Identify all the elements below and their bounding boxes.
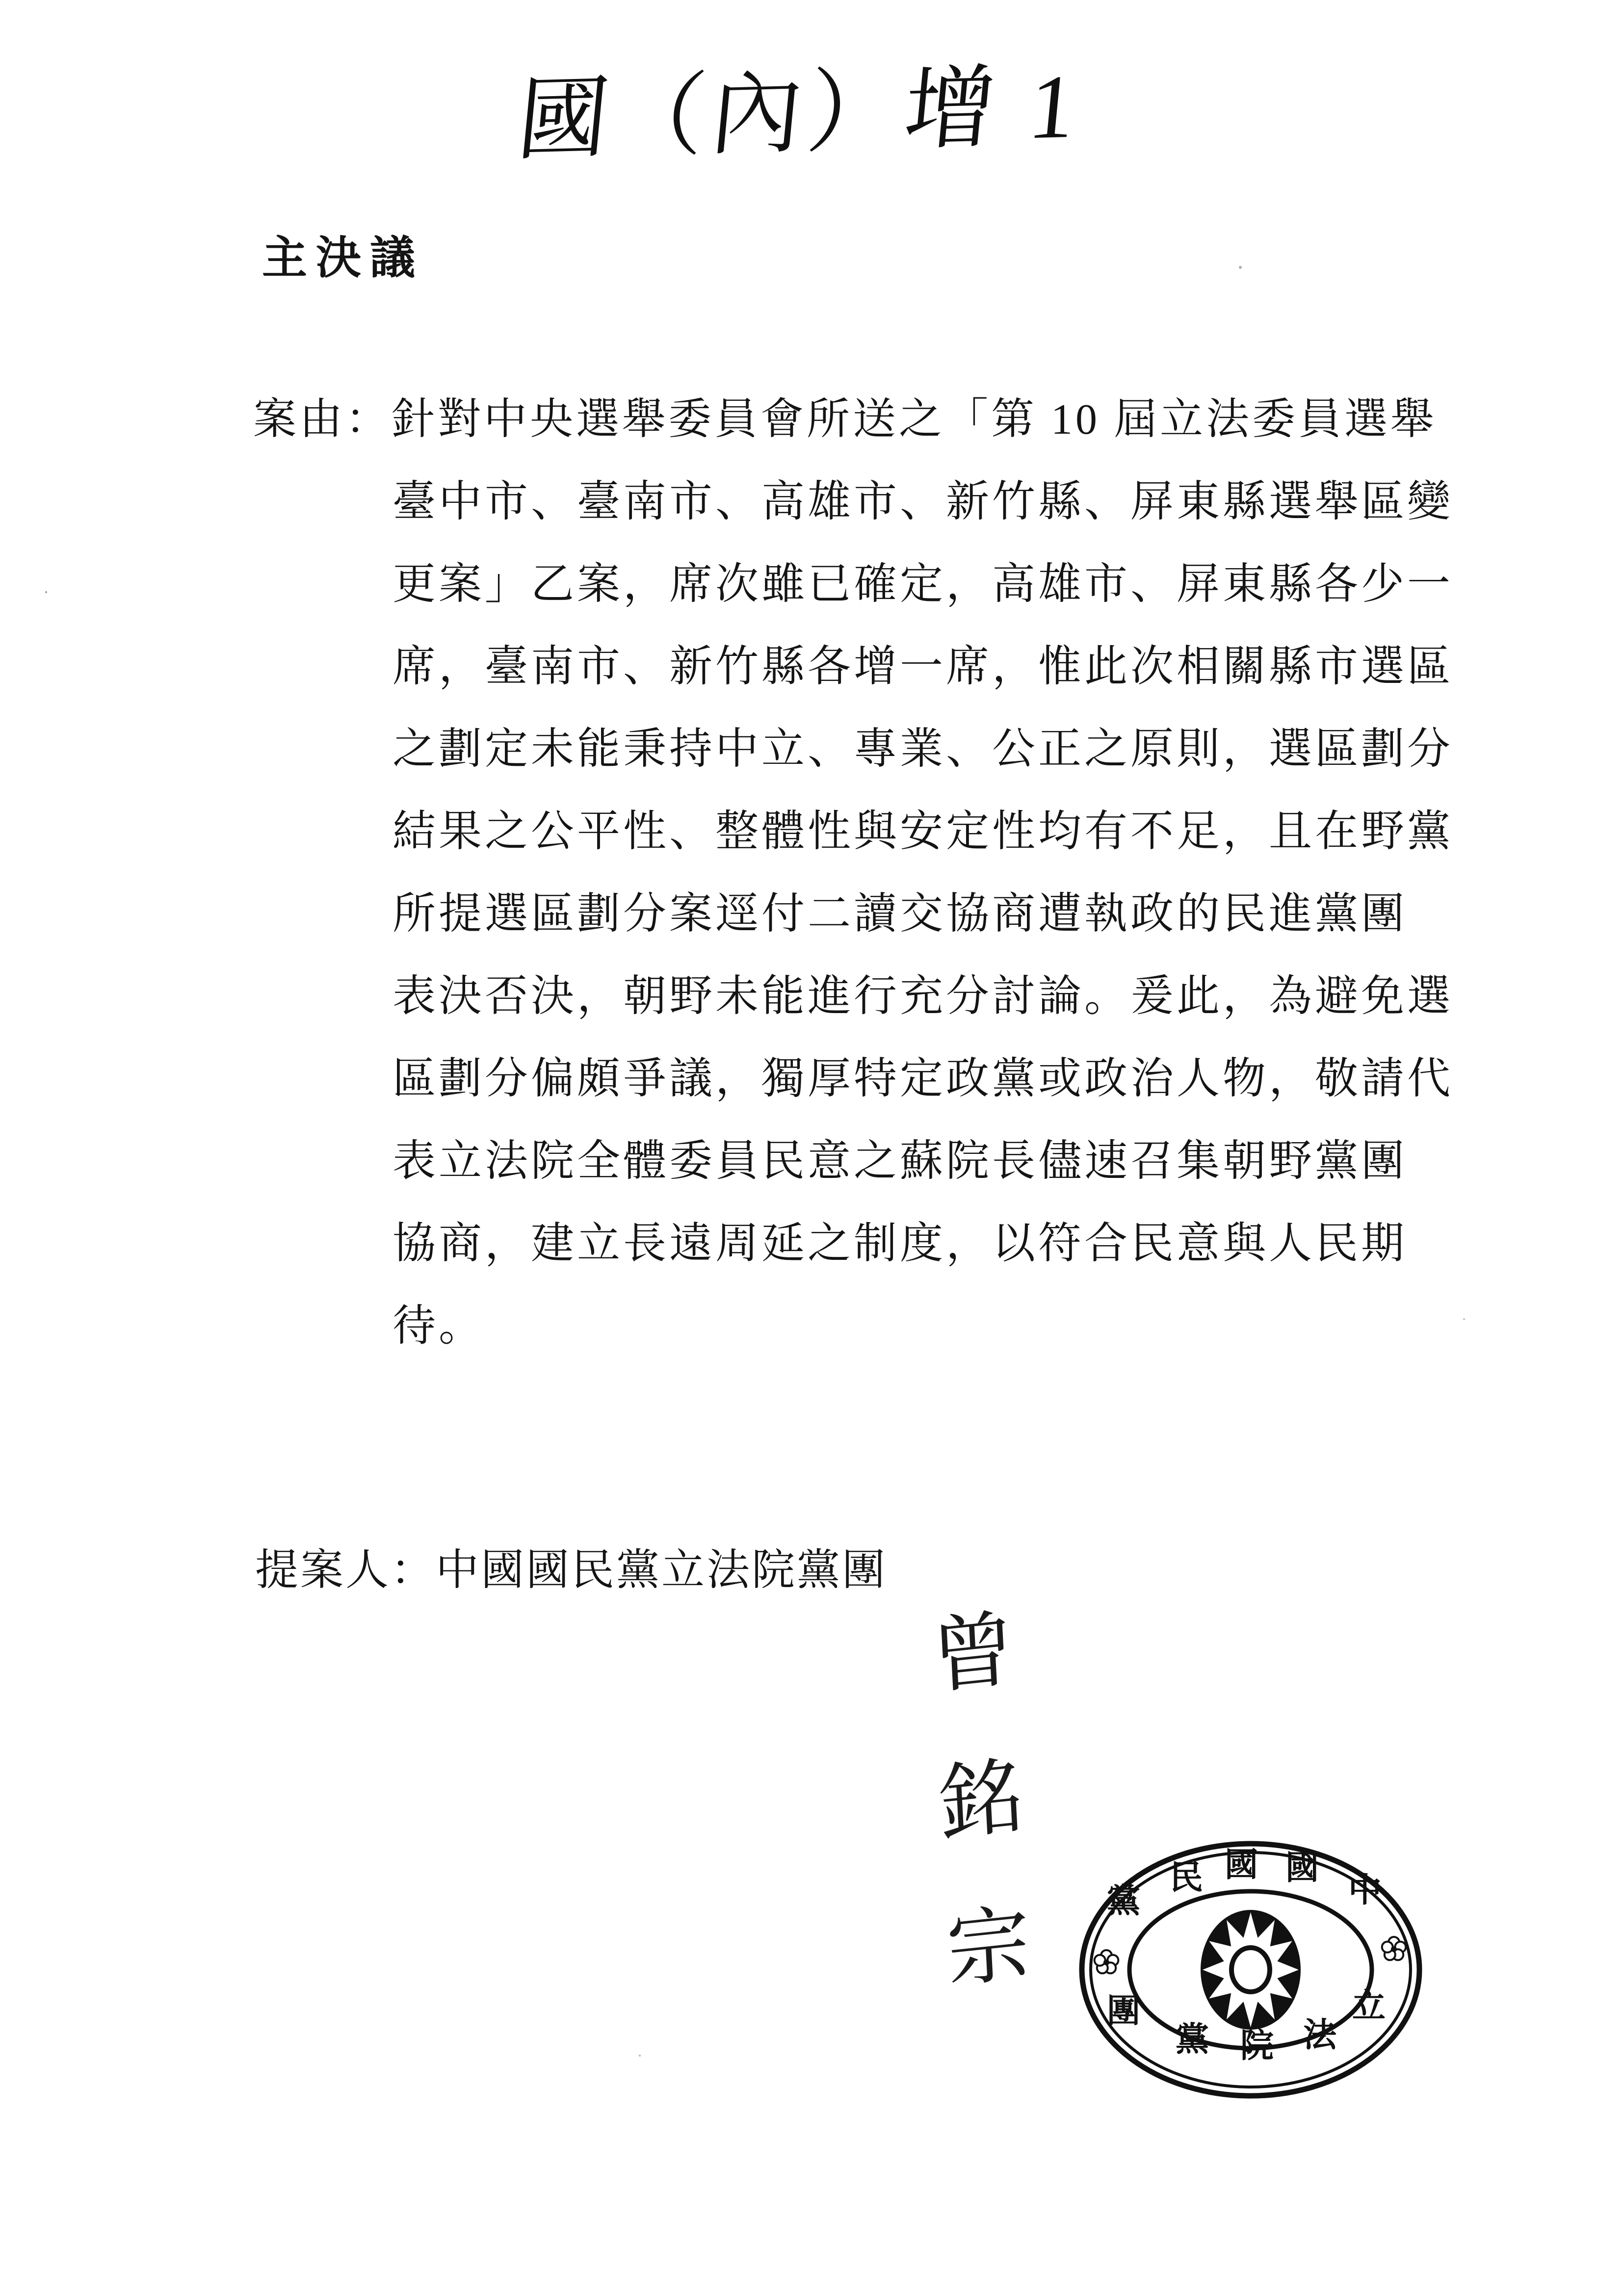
case-line: 案由：針對中央選舉委員會所送之「第 10 屆立法委員選舉 xyxy=(253,396,1437,444)
case-line: 結果之公平性、整體性與安定性均有不足，且在野黨 xyxy=(393,808,1454,856)
plum-blossom-icon-left xyxy=(1095,1950,1119,1973)
seal-char: 國 xyxy=(1285,1849,1319,1886)
case-line: 席，臺南市、新竹縣各增一席，惟此次相關縣市選區 xyxy=(393,643,1454,691)
scan-noise-specks xyxy=(45,591,47,593)
seal-char: 黨 xyxy=(1106,1882,1141,1920)
kmt-sun-icon xyxy=(1201,1910,1301,2030)
plum-blossom-icon-right xyxy=(1382,1937,1406,1960)
seal-char: 院 xyxy=(1240,2027,1274,2064)
case-line: 協商，建立長遠周延之制度，以符合民意與人民期 xyxy=(393,1220,1408,1268)
signature-handwriting: 曾銘宗 xyxy=(917,1604,1032,2055)
case-line: 所提選區劃分案逕付二讀交協商遭執政的民進黨團 xyxy=(393,890,1408,938)
case-line: 表立法院全體委員民意之蘇院長儘速召集朝野黨團 xyxy=(393,1138,1408,1185)
seal-char: 立 xyxy=(1352,1987,1386,2025)
party-caucus-seal xyxy=(1076,1839,1425,2101)
handwritten-filing-note: 國（內）增 1 xyxy=(513,56,1086,172)
case-line: 區劃分偏頗爭議，獨厚特定政黨或政治人物，敬請代 xyxy=(393,1055,1454,1103)
case-line: 臺中市、臺南市、高雄市、新竹縣、屏東縣選舉區變 xyxy=(393,478,1454,526)
seal-char: 中 xyxy=(1348,1872,1382,1909)
case-line: 表決否決，朝野未能進行充分討論。爰此，為避免選 xyxy=(393,973,1454,1020)
seal-char: 國 xyxy=(1224,1846,1258,1883)
seal-char: 法 xyxy=(1303,2016,1337,2054)
seal-char: 黨 xyxy=(1175,2021,1209,2058)
proposer-line: 提案人：中國國民黨立法院黨團 xyxy=(255,1547,888,1594)
resolution-title: 主決議 xyxy=(262,233,424,283)
case-line: 之劃定未能秉持中立、專業、公正之原則，選區劃分 xyxy=(393,726,1454,773)
seal-char: 團 xyxy=(1106,1992,1141,2030)
case-description-section xyxy=(253,379,1470,1368)
case-line: 更案」乙案，席次雖已確定，高雄市、屏東縣各少一 xyxy=(393,561,1454,608)
case-line: 待。 xyxy=(393,1303,485,1350)
seal-char: 民 xyxy=(1169,1859,1204,1896)
